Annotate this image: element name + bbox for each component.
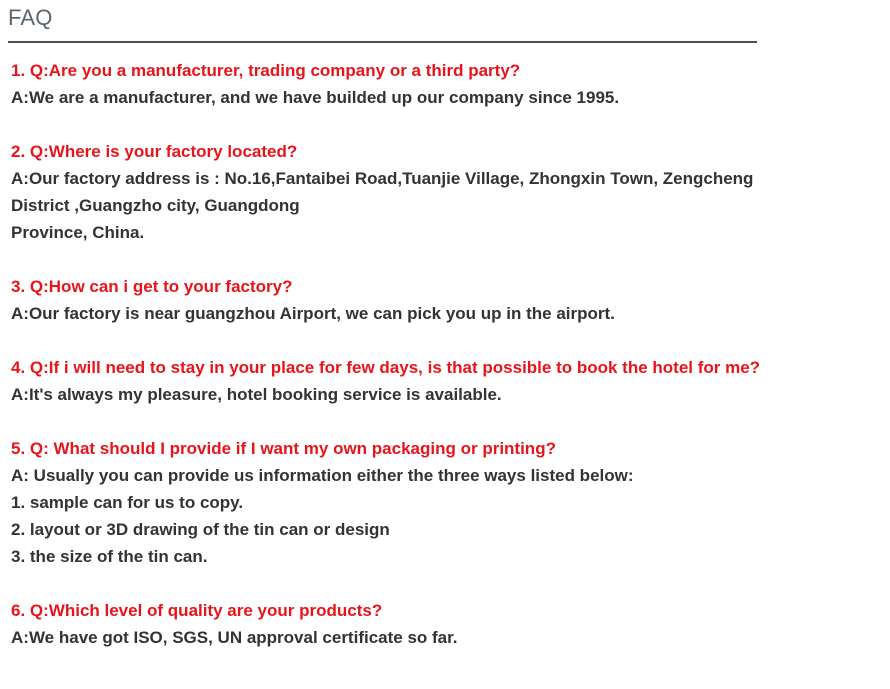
faq-item-4	[11, 354, 771, 408]
faq-question: 1. Q:Are you a manufacturer, trading company or a third party?	[11, 61, 521, 80]
faq-answer-line: 2. layout or 3D drawing of the tin can or design	[11, 520, 390, 539]
page-title: FAQ	[8, 5, 53, 30]
faq-answer-line: 3. the size of the tin can.	[11, 547, 208, 566]
faq-question: 6. Q:Which level of quality are your products?	[11, 601, 383, 620]
faq-question: 5. Q: What should I provide if I want my own packaging or printing?	[11, 439, 556, 458]
faq-question: 4. Q:If i will need to stay in your place for few days, is that possible to book the hotel for me?	[11, 358, 761, 377]
faq-answer-line: 1. sample can for us to copy.	[11, 493, 244, 512]
faq-question: 2. Q:Where is your factory located?	[11, 142, 298, 161]
faq-answer-line: A: Usually you can provide us information either the three ways listed below:	[11, 466, 634, 485]
faq-question: 3. Q:How can i get to your factory?	[11, 277, 293, 296]
faq-answer-line: A:We have got ISO, SGS, UN approval certificate so far.	[11, 628, 458, 647]
faq-answer-line: A:Our factory address is : No.16,Fantaibei Road,Tuanjie Village, Zhongxin Town, Zengcheng District ,Guangzho city, Guangdong	[11, 169, 754, 215]
faq-item-6	[11, 597, 771, 651]
faq-answer-line: A:It's always my pleasure, hotel booking service is available.	[11, 385, 502, 404]
faq-header	[8, 0, 757, 43]
faq-item-5	[11, 435, 771, 570]
faq-answer-line: Province, China.	[11, 223, 145, 242]
faq-answer-line: A:Our factory is near guangzhou Airport, we can pick you up in the airport.	[11, 304, 615, 323]
faq-item-3	[11, 273, 771, 327]
faq-item-1	[11, 57, 771, 111]
faq-list	[11, 57, 771, 678]
faq-answer-line: A:We are a manufacturer, and we have builded up our company since 1995.	[11, 88, 620, 107]
faq-item-2	[11, 138, 771, 246]
